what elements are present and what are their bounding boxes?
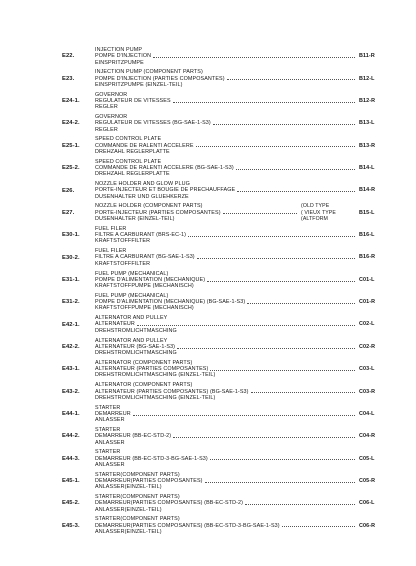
title-german: DREHZAHL REGLERPLATTE — [95, 148, 170, 155]
entry-code: E23. — [62, 75, 75, 82]
title-english: INJECTION PUMP (COMPONENT PARTS) — [95, 69, 203, 76]
dot-leader — [213, 123, 355, 125]
title-french: REGULATEUR DE VITESSES — [95, 97, 171, 104]
title-french: PORTE-INJECTEUR ET BOUGIE DE PRECHAUFFAGE — [95, 187, 236, 194]
entry-code: E30-1. — [62, 232, 80, 239]
title-german: KRAFTSTOFFFILTER — [95, 260, 151, 267]
title-french: COMMANDE DE RALENTI ACCELERE (BG-SAE-1-S3) — [95, 165, 234, 172]
entry-code: E31-1. — [62, 276, 80, 283]
title-french: FILTRE A CARBURANT (BRS-EC-1) — [95, 232, 186, 239]
title-german: ANLASSER(EINZEL-TEIL) — [95, 506, 162, 513]
title-german: DUSENHALTER UND GLUEHKERZE — [95, 193, 189, 200]
dot-leader — [153, 56, 355, 58]
index-entry — [0, 494, 416, 513]
dot-leader — [210, 369, 355, 371]
title-english: INJECTION PUMP — [95, 47, 143, 53]
entry-titles — [95, 293, 357, 312]
title-english: ALTERNATOR (COMPONENT PARTS) — [95, 359, 193, 366]
title-french: POMPE D'ALIMENTATION (MECHANIQUE) — [95, 276, 206, 283]
index-entry — [0, 293, 416, 312]
page-reference: B14-L — [359, 165, 375, 172]
title-french: ALTERNATEUR (BG-SAE-1-S3) — [95, 343, 176, 350]
dot-leader — [137, 324, 355, 326]
title-english: ALTERNATOR AND PULLEY — [95, 337, 168, 344]
title-german: KRAFTSTOFFPUMPE (MECHANISCH) — [95, 305, 194, 312]
entry-titles — [95, 427, 357, 446]
dot-leader — [173, 101, 355, 103]
dot-leader — [205, 481, 355, 483]
title-english: GOVERNOR — [95, 114, 128, 121]
entry-titles — [95, 181, 357, 200]
title-german: EINSPRITZPUMPE (EINZEL-TEIL) — [95, 81, 183, 88]
title-german: KRAFTSTOFFFILTER — [95, 238, 151, 245]
page-reference: C06-L — [359, 500, 375, 507]
page-reference: B14-R — [359, 187, 376, 194]
title-english: STARTER(COMPONENT PARTS) — [95, 516, 180, 523]
page-reference: C05-L — [359, 455, 375, 462]
page-reference: C01-R — [359, 299, 376, 306]
entry-titles — [95, 92, 357, 111]
entry-code: E24-1. — [62, 97, 80, 104]
index-entry — [0, 248, 416, 267]
title-german: EINSPRITZPUMPE — [95, 59, 144, 66]
page-reference: B15-L — [359, 209, 375, 216]
title-french: COMMANDE DE RALENTI ACCELERE — [95, 142, 194, 149]
entry-code: E44-3. — [62, 455, 80, 462]
index-entry — [0, 92, 416, 111]
entry-code: E43-2. — [62, 388, 80, 395]
title-german: ANLASSER — [95, 417, 125, 424]
title-french: ALTERNATEUR — [95, 321, 135, 328]
index-entry — [0, 203, 416, 222]
dot-leader — [196, 145, 355, 147]
title-english: FUEL PUMP (MECHANICAL) — [95, 270, 169, 277]
page-reference: B16-L — [359, 232, 375, 239]
title-german: REGLER — [95, 126, 118, 133]
title-english: FUEL FILER — [95, 225, 127, 232]
title-german: DUSENHALTER (EINZEL-TEIL) — [95, 216, 175, 223]
entry-titles — [95, 516, 357, 535]
page-reference: B16-R — [359, 254, 376, 261]
title-german: ANLASSER(EINZEL-TEIL) — [95, 528, 162, 535]
title-english: SPEED CONTROL PLATE — [95, 158, 162, 165]
dot-leader — [227, 78, 355, 80]
title-english: STARTER — [95, 449, 121, 456]
page-reference: C02-L — [359, 321, 375, 328]
dot-leader — [133, 414, 355, 416]
dot-leader — [247, 302, 355, 304]
entry-titles — [95, 159, 357, 178]
index-entry — [0, 360, 416, 379]
page-reference: C04-R — [359, 433, 376, 440]
entry-titles — [95, 405, 357, 424]
title-german: DREHSTROMLICHTMASCHING (EINZEL-TEIL) — [95, 372, 216, 379]
page-reference: B13-L — [359, 120, 375, 127]
entry-code: E31-2. — [62, 299, 80, 306]
dot-leader — [173, 436, 355, 438]
index-entry — [0, 405, 416, 424]
index-entry — [0, 338, 416, 357]
dot-leader — [207, 280, 355, 282]
title-german: DREHSTROMLICHTMASCHING — [95, 327, 177, 334]
index-entry — [0, 181, 416, 200]
dot-leader — [188, 235, 355, 237]
entry-code: E45-1. — [62, 477, 80, 484]
page-reference: C03-R — [359, 388, 376, 395]
entry-code: E44-1. — [62, 410, 80, 417]
entry-code: E22. — [62, 53, 75, 60]
type-note-line: ( VIEUX TYPE — [301, 209, 336, 216]
entry-titles — [95, 136, 357, 155]
page-reference: C02-R — [359, 343, 376, 350]
page-reference: C04-L — [359, 410, 375, 417]
index-entry — [0, 516, 416, 535]
index-entry — [0, 136, 416, 155]
dot-leader — [210, 458, 355, 460]
entry-code: E45-3. — [62, 522, 80, 529]
title-german: KRAFTSTOFFPUMPE (MECHANISCH) — [95, 283, 194, 290]
entry-code: E25-1. — [62, 142, 80, 149]
index-entry — [0, 47, 416, 66]
title-french: POMPE D'ALIMENTATION (MECHANIQUE) (BG-SAE-1-S3) — [95, 299, 246, 306]
entry-code: E25-2. — [62, 165, 80, 172]
entry-code: E45-2. — [62, 500, 80, 507]
title-english: SPEED CONTROL PLATE — [95, 136, 162, 143]
entry-titles — [95, 338, 357, 357]
title-german: REGLER — [95, 104, 118, 111]
title-german: ANLASSER — [95, 439, 125, 446]
dot-leader — [245, 503, 355, 505]
title-english: FUEL PUMP (MECHANICAL) — [95, 292, 169, 299]
index-entry — [0, 472, 416, 491]
entry-titles — [95, 226, 357, 245]
entry-titles — [95, 315, 357, 334]
title-french: POMPE D'INJECTION (PARTIES COMPOSANTES) — [95, 75, 225, 82]
title-german: ANLASSER — [95, 461, 125, 468]
index-entry — [0, 271, 416, 290]
title-english: STARTER — [95, 426, 121, 433]
index-entry — [0, 114, 416, 133]
title-french: DEMARREUR (BB-EC-STD-3-BG-SAE-1-S3) — [95, 455, 208, 462]
entry-titles — [95, 494, 357, 513]
page-reference: C05-R — [359, 477, 376, 484]
dot-leader — [282, 525, 355, 527]
entry-code: E27. — [62, 209, 75, 216]
title-french: DEMARREUR (BB-EC-STD-2) — [95, 433, 172, 440]
page-reference: C06-R — [359, 522, 376, 529]
entry-titles — [95, 69, 357, 88]
title-english: STARTER(COMPONENT PARTS) — [95, 471, 180, 478]
entry-titles — [95, 382, 357, 401]
entry-titles — [95, 449, 357, 468]
title-french: DEMARREUR(PARTIES COMPOSANTES) — [95, 477, 203, 484]
title-german: DREHSTROMLICHTMASCHING — [95, 350, 177, 357]
title-english: ALTERNATOR AND PULLEY — [95, 315, 168, 322]
entry-titles — [95, 47, 357, 66]
entry-code: E24-2. — [62, 120, 80, 127]
index-entry — [0, 159, 416, 178]
title-english: GOVERNOR — [95, 91, 128, 98]
page-reference: B12-R — [359, 97, 376, 104]
dot-leader — [197, 257, 355, 259]
index-entry — [0, 382, 416, 401]
entry-titles — [95, 360, 357, 379]
index-entry — [0, 69, 416, 88]
entry-titles — [95, 271, 357, 290]
index-entry — [0, 427, 416, 446]
page-reference: B11-R — [359, 53, 375, 60]
page-reference: B13-R — [359, 142, 376, 149]
title-french: POMPE D'INJECTION — [95, 53, 152, 60]
entry-code: E42-1. — [62, 321, 80, 328]
title-french: FILTRE A CARBURANT (BG-SAE-1-S3) — [95, 254, 195, 261]
title-french: DEMARREUR(PARTIES COMPOSANTES) (BB-EC-STD-3-BG-SAE-1-S3) — [95, 522, 280, 529]
type-note-line: (OLD TYPE — [301, 203, 330, 210]
entry-titles — [95, 114, 357, 133]
entry-code: E43-1. — [62, 366, 80, 373]
dot-leader — [237, 190, 355, 192]
title-french: REGULATEUR DE VITESSES (BG-SAE-1-S3) — [95, 120, 211, 127]
type-note — [301, 203, 336, 222]
entry-titles — [95, 472, 357, 491]
entry-code: E30-2. — [62, 254, 80, 261]
entry-code: E44-2. — [62, 433, 80, 440]
dot-leader — [177, 347, 355, 349]
index-entry — [0, 449, 416, 468]
title-english: FUEL FILER — [95, 248, 127, 255]
title-french: ALTERNATEUR (PARTIES COMPOSANTES) — [95, 366, 209, 373]
title-french: DEMARREUR(PARTIES COMPOSANTES) (BB-EC-STD-2) — [95, 500, 244, 507]
title-french: DEMARREUR — [95, 410, 131, 417]
entry-code: E42-2. — [62, 343, 80, 350]
type-note-line: (ALTFORM — [301, 216, 328, 223]
title-german: DREHSTROMLICHTMASCHING (EINZEL-TEIL) — [95, 394, 216, 401]
index-entry — [0, 315, 416, 334]
index-entry — [0, 226, 416, 245]
title-german: DREHZAHL REGLERPLATTE — [95, 171, 170, 178]
page-reference: C01-L — [359, 276, 375, 283]
title-english: STARTER — [95, 404, 121, 411]
title-german: ANLASSER(EINZEL-TEIL) — [95, 484, 162, 491]
title-french: PORTE-INJECTEUR (PARTIES COMPOSANTES) — [95, 209, 221, 216]
page-reference: C03-L — [359, 366, 375, 373]
entry-titles — [95, 248, 357, 267]
dot-leader — [223, 212, 297, 214]
entry-code: E26. — [62, 187, 75, 194]
dot-leader — [236, 168, 355, 170]
title-english: ALTERNATOR (COMPONENT PARTS) — [95, 382, 193, 389]
title-english: STARTER(COMPONENT PARTS) — [95, 494, 180, 500]
title-english: NOZZLE HOLDER (COMPONENT PARTS) — [95, 203, 203, 210]
dot-leader — [251, 391, 355, 393]
title-french: ALTERNATEUR (PARTIES COMPOSANTES) (BG-SAE-1-S3) — [95, 388, 249, 395]
title-english: NOZZLE HOLDER AND GLOW PLUG — [95, 181, 190, 188]
page-reference: B12-L — [359, 75, 375, 82]
